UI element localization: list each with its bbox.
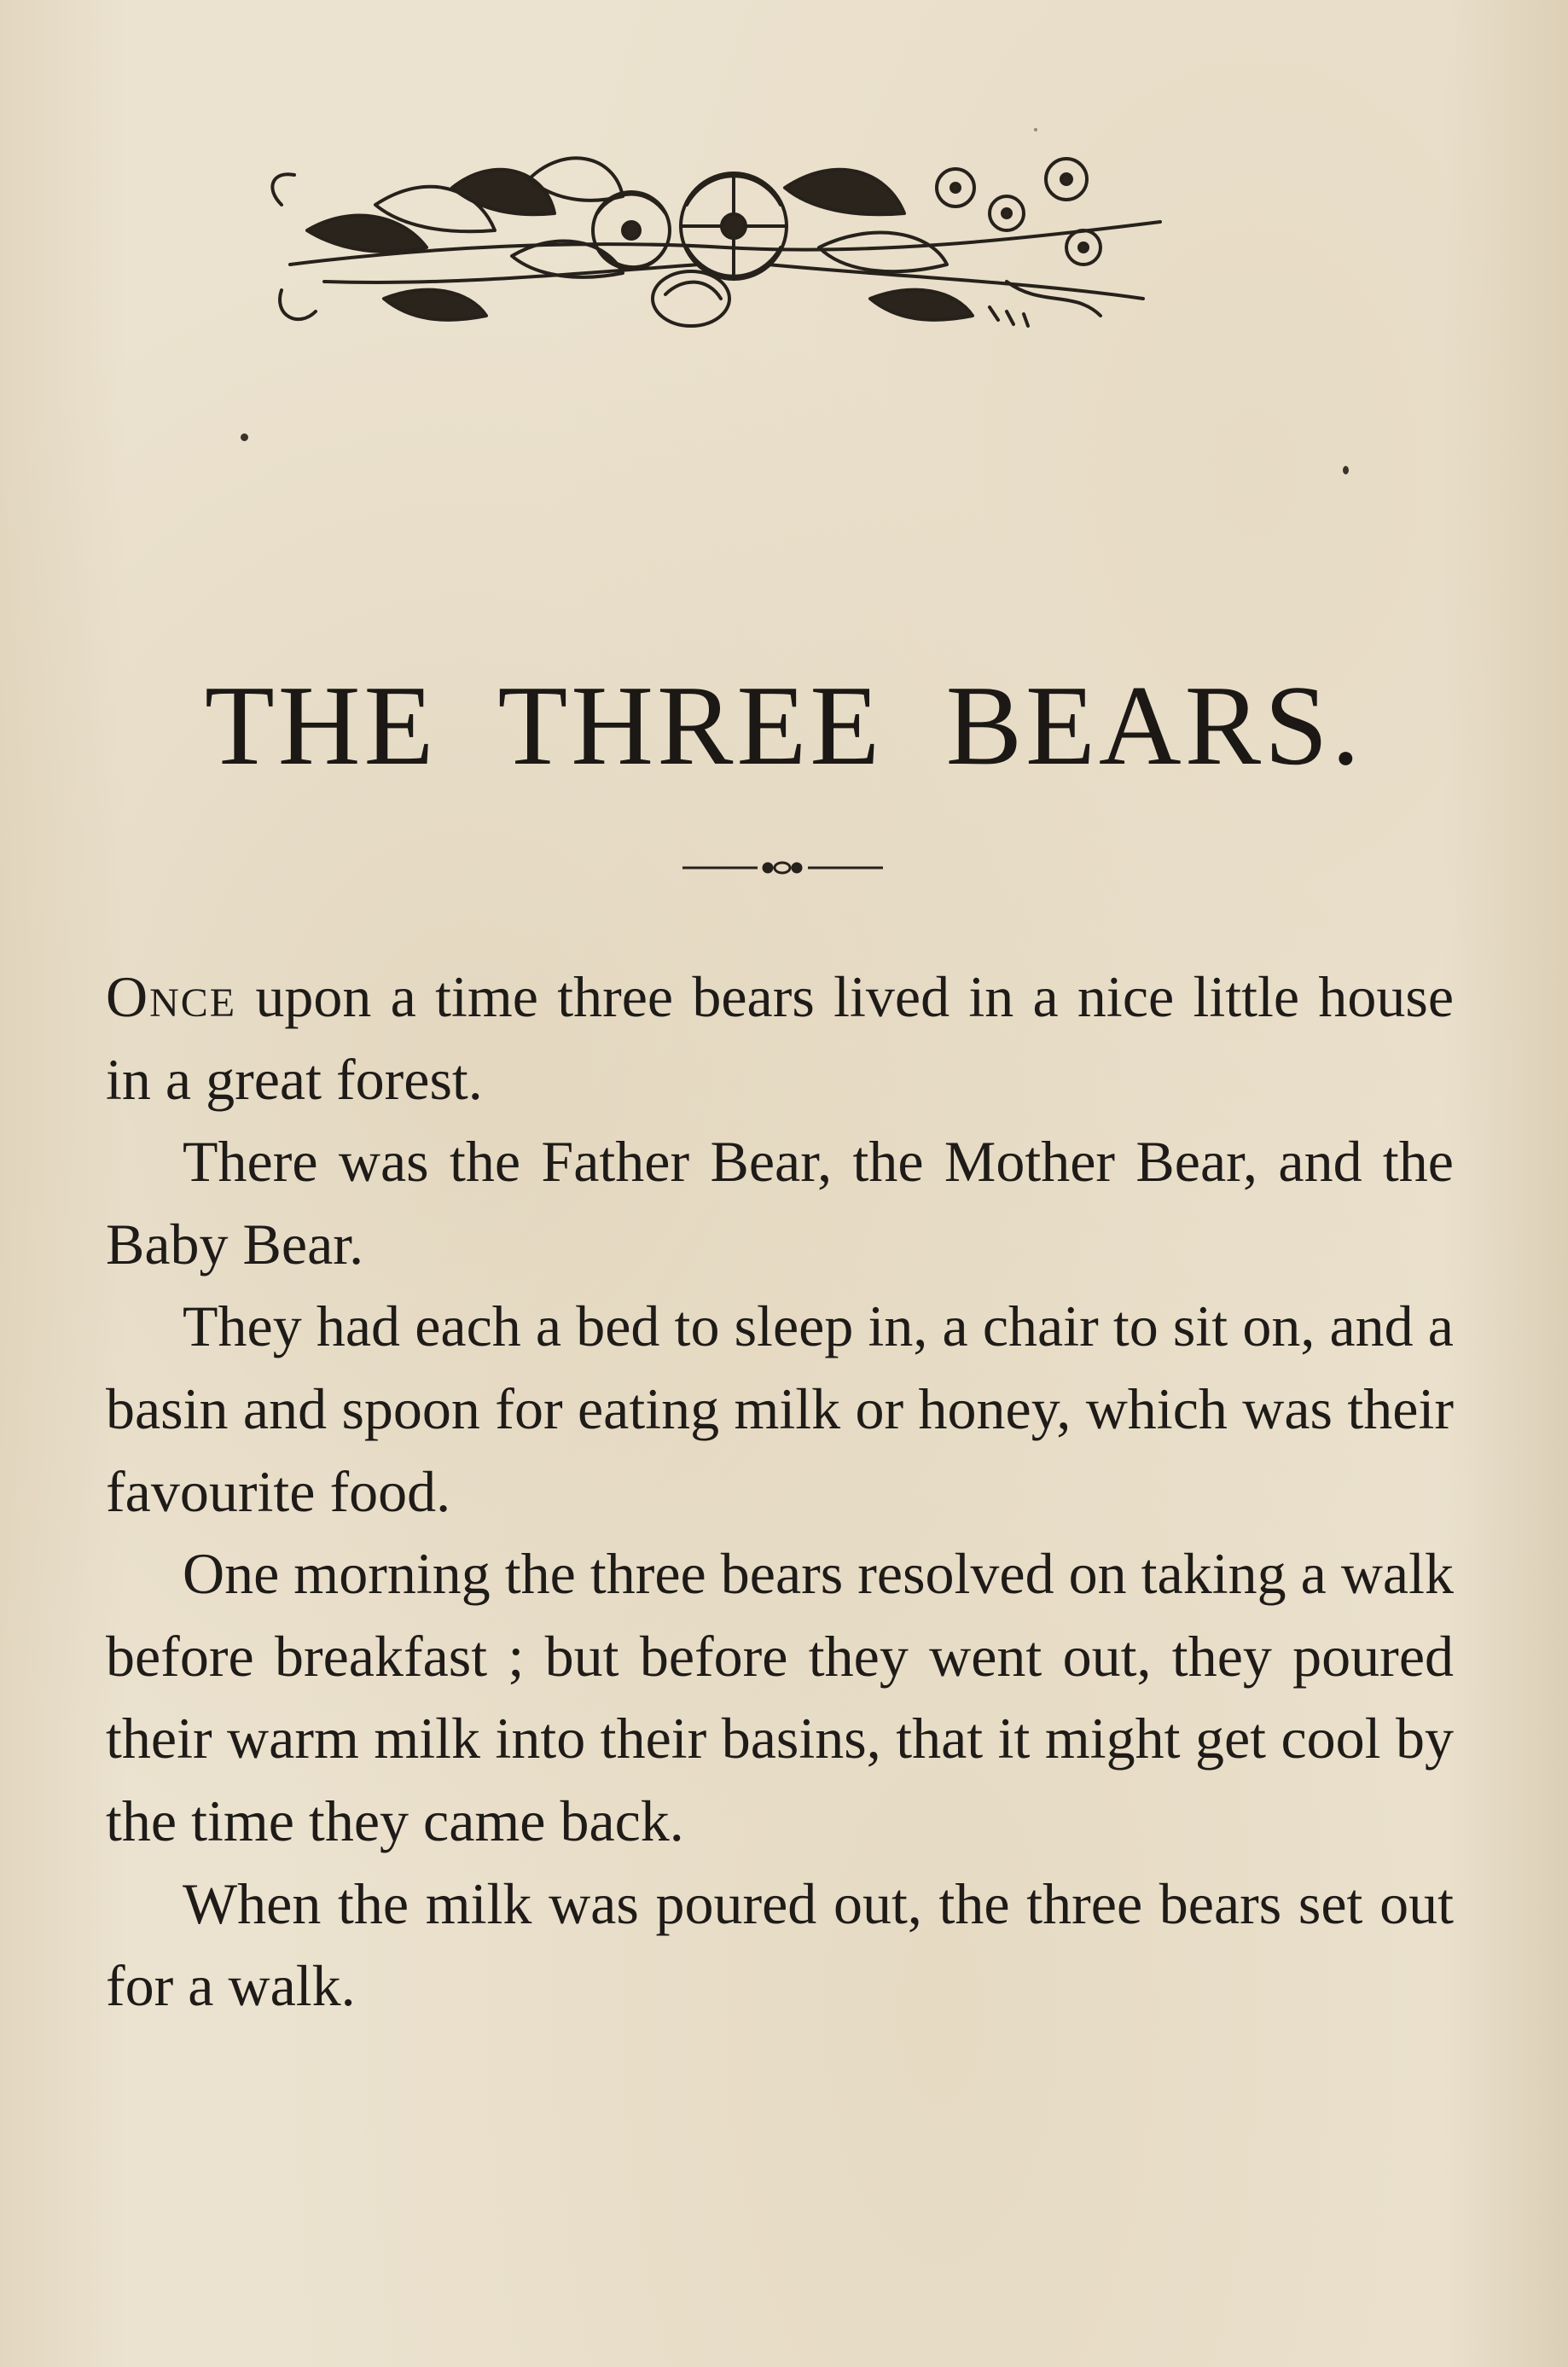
paper-speck [241,433,248,441]
paragraph-5: When the milk was poured out, the three bears set out for a walk. [106,1870,1454,2019]
paper-speck [1034,128,1037,131]
paragraph-3: They had each a bed to sleep in, a chair to sit on, and a basin and spoon for eating milk or honey, which was their favourite food. [106,1294,1454,1524]
paragraph-4: One morning the three bears resolved on taking a walk before breakfast ; but before they went out, they poured their warm milk into their basins, that it might get cool by the time they came back. [106,1541,1454,1853]
paragraph-2: There was the Father Bear, the Mother Bear, and the Baby Bear. [106,1129,1454,1277]
ornamental-rule-icon [682,858,883,878]
floral-vignette-icon [256,137,1194,350]
chapter-title: THE THREE BEARS. [204,662,1364,788]
story-text [106,956,1454,2027]
lead-word: Once [106,964,237,1029]
paragraph-1 [106,956,1454,1120]
paper-speck [1343,466,1349,474]
paragraph-text: upon a time three bears lived in a nice little house in a great forest. [106,964,1454,1112]
